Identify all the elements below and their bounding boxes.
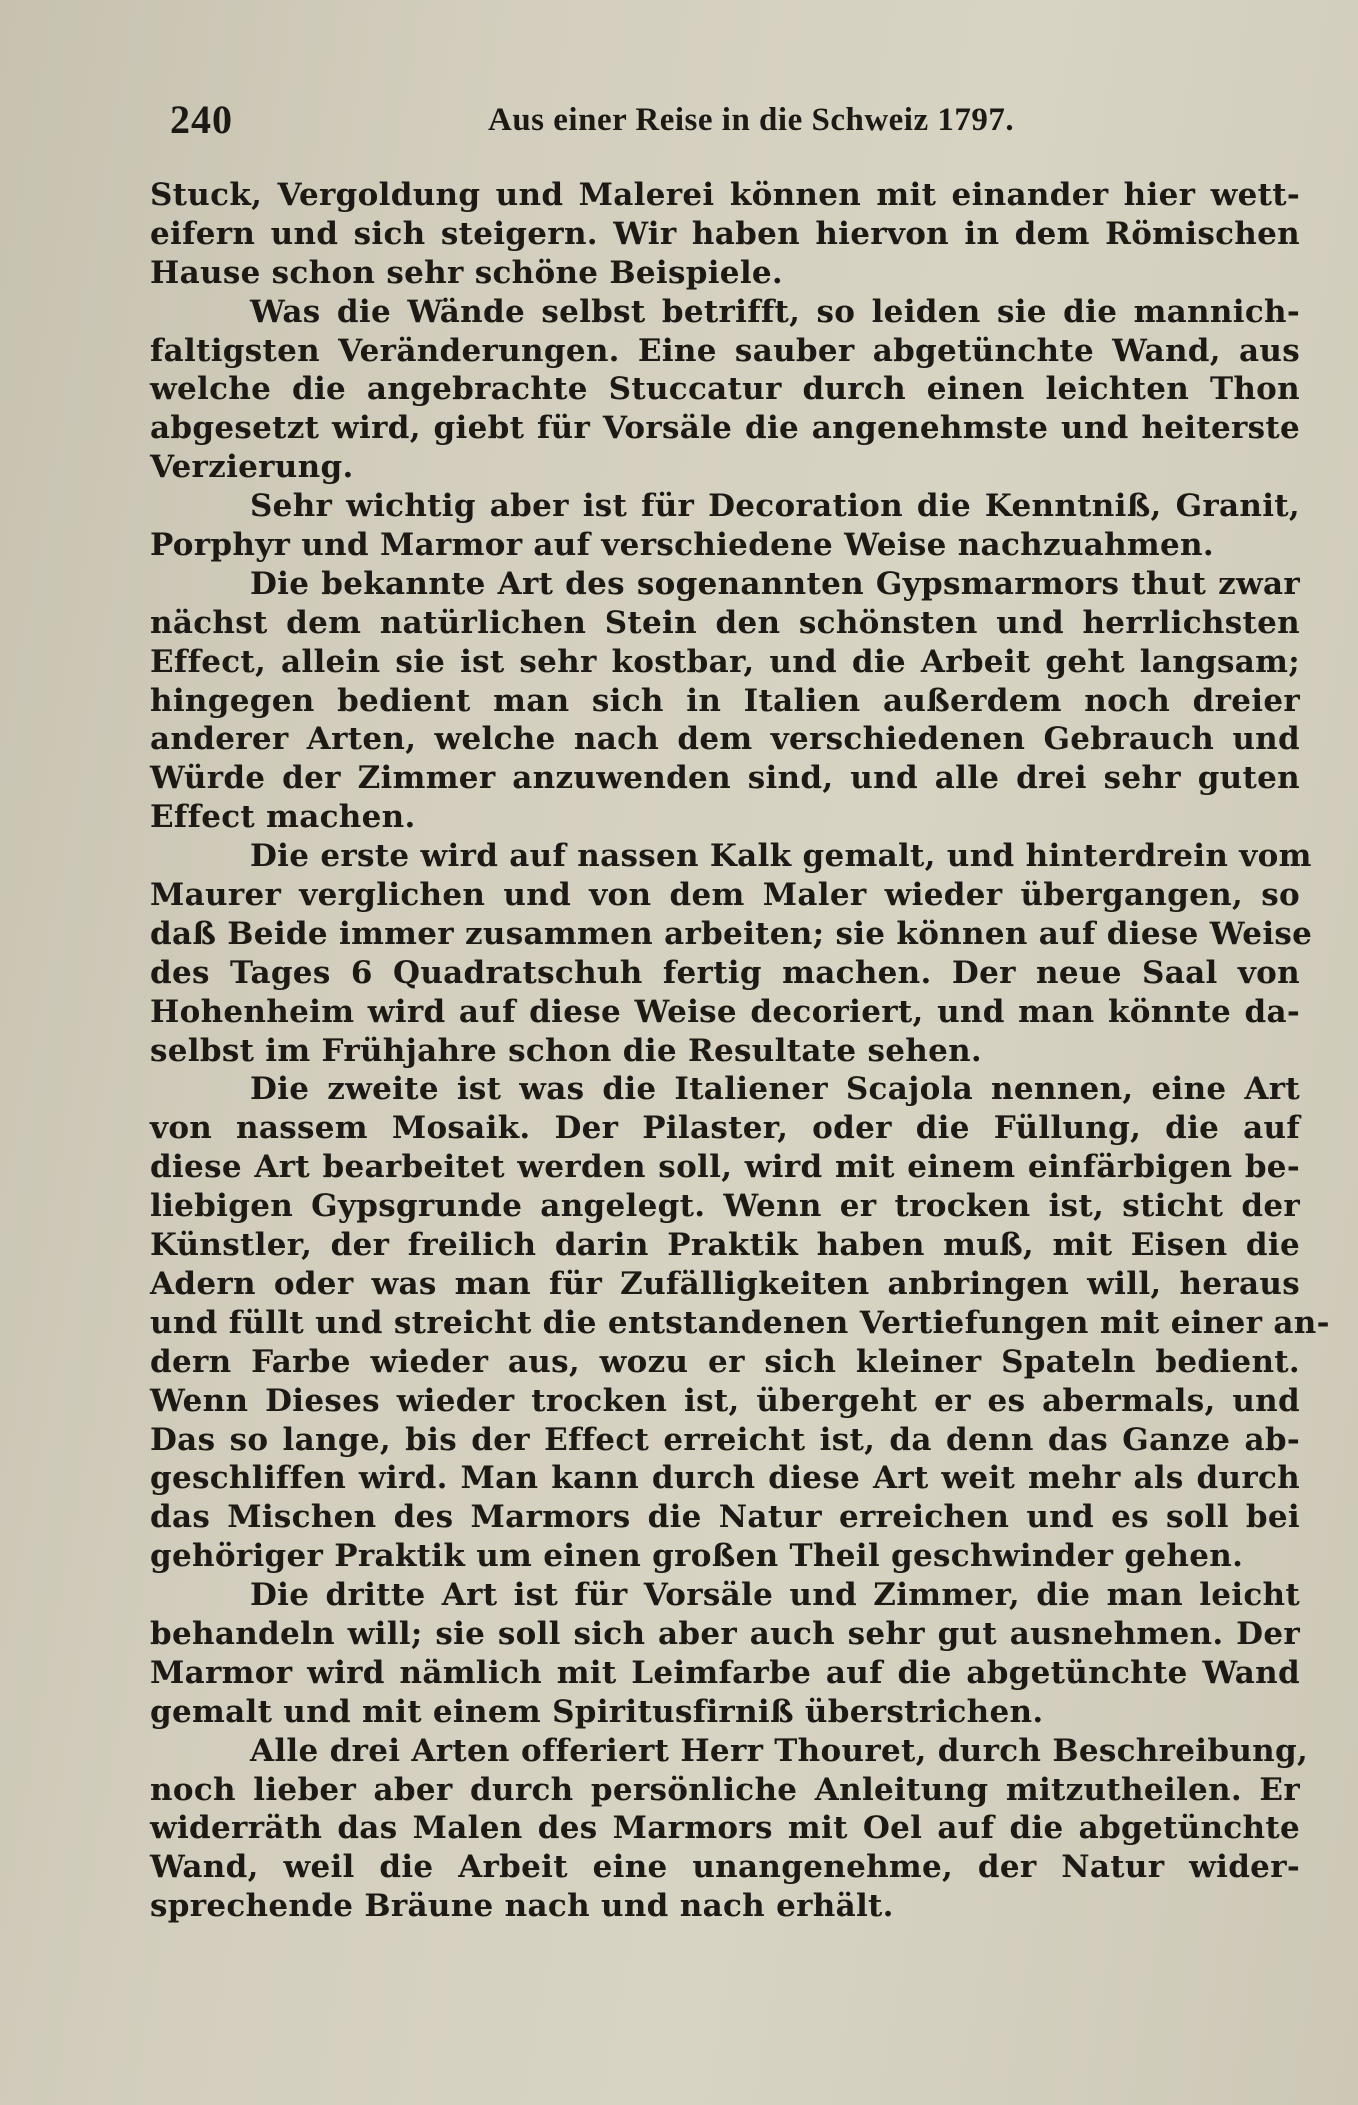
body-text	[150, 176, 1330, 1926]
text-line: hingegen bedient man sich in Italien außerdem noch dreier	[150, 682, 1300, 719]
text-line: sprechende Bräune nach und nach erhält.	[150, 1888, 894, 1925]
text-line: Hause schon sehr schöne Beispiele.	[150, 254, 784, 291]
text-line: Das so lange, bis der Effect erreicht ist, da denn das Ganze ab-	[150, 1421, 1300, 1458]
running-head: Aus einer Reise in die Schweiz 1797.	[488, 102, 1015, 138]
text-line: das Mischen des Marmors die Natur erreichen und es soll bei	[150, 1499, 1300, 1536]
text-line: gemalt und mit einem Spiritusfirniß überstrichen.	[150, 1693, 1044, 1730]
page-number: 240	[170, 97, 233, 142]
text-line: abgesetzt wird, giebt für Vorsäle die angenehmste und heiterste	[150, 410, 1300, 447]
text-line: und füllt und streicht die entstandenen Vertiefungen mit einer an-	[150, 1304, 1330, 1341]
text-line: Effect machen.	[150, 799, 416, 836]
text-line: Die dritte Art ist für Vorsäle und Zimmer, die man leicht	[250, 1577, 1300, 1614]
text-line: Porphyr und Marmor auf verschiedene Weise nachzuahmen.	[150, 527, 1214, 564]
text-line: Hohenheim wird auf diese Weise decoriert, und man könnte da-	[150, 993, 1300, 1030]
text-line: Adern oder was man für Zufälligkeiten anbringen will, heraus	[150, 1265, 1300, 1302]
text-line: anderer Arten, welche nach dem verschiedenen Gebrauch und	[150, 721, 1300, 758]
text-line: Effect, allein sie ist sehr kostbar, und die Arbeit geht langsam;	[150, 643, 1300, 680]
text-line: Künstler, der freilich darin Praktik haben muß, mit Eisen die	[150, 1227, 1300, 1264]
text-line: Wand, weil die Arbeit eine unangenehme, der Natur wider-	[150, 1849, 1300, 1886]
text-line: selbst im Frühjahre schon die Resultate sehen.	[150, 1032, 983, 1069]
text-line: dern Farbe wieder aus, wozu er sich kleiner Spateln bedient.	[150, 1343, 1300, 1380]
text-line: geschliffen wird. Man kann durch diese Art weit mehr als durch	[150, 1460, 1300, 1497]
text-line: Alle drei Arten offeriert Herr Thouret, durch Beschreibung,	[250, 1732, 1309, 1769]
text-line: noch lieber aber durch persönliche Anleitung mitzutheilen. Er	[150, 1771, 1300, 1808]
text-line: Wenn Dieses wieder trocken ist, übergeht er es abermals, und	[150, 1382, 1300, 1419]
text-line: Die erste wird auf nassen Kalk gemalt, und hinterdrein vom	[250, 838, 1312, 875]
text-line: Was die Wände selbst betrifft, so leiden sie die mannich-	[250, 293, 1300, 330]
text-line: von nassem Mosaik. Der Pilaster, oder die Füllung, die auf	[150, 1110, 1300, 1147]
text-line: des Tages 6 Quadratschuh fertig machen. Der neue Saal von	[150, 954, 1300, 991]
text-line: Die bekannte Art des sogenannten Gypsmarmors thut zwar	[250, 565, 1300, 602]
text-line: Die zweite ist was die Italiener Scajola nennen, eine Art	[250, 1071, 1300, 1108]
text-line: Stuck, Vergoldung und Malerei können mit einander hier wett-	[150, 177, 1300, 213]
page-header	[170, 96, 1058, 148]
text-line: nächst dem natürlichen Stein den schönsten und herrlichsten	[150, 604, 1300, 641]
text-line: Würde der Zimmer anzuwenden sind, und alle drei sehr guten	[150, 760, 1300, 797]
text-line: diese Art bearbeitet werden soll, wird mit einem einfärbigen be-	[150, 1149, 1300, 1186]
text-line: daß Beide immer zusammen arbeiten; sie können auf diese Weise	[150, 915, 1313, 952]
text-line: liebigen Gypsgrunde angelegt. Wenn er trocken ist, sticht der	[150, 1188, 1300, 1225]
text-line: widerräth das Malen des Marmors mit Oel auf die abgetünchte	[150, 1810, 1300, 1847]
text-line: eifern und sich steigern. Wir haben hiervon in dem Römischen	[150, 215, 1300, 252]
text-line: faltigsten Veränderungen. Eine sauber abgetünchte Wand, aus	[150, 332, 1300, 369]
text-line: Marmor wird nämlich mit Leimfarbe auf die abgetünchte Wand	[150, 1654, 1300, 1691]
text-line: gehöriger Praktik um einen großen Theil geschwinder gehen.	[150, 1538, 1244, 1575]
text-line: behandeln will; sie soll sich aber auch sehr gut ausnehmen. Der	[150, 1615, 1300, 1652]
text-line: welche die angebrachte Stuccatur durch einen leichten Thon	[150, 371, 1300, 408]
text-line: Verzierung.	[150, 449, 354, 486]
text-line: Maurer verglichen und von dem Maler wieder übergangen, so	[150, 877, 1300, 914]
text-line: Sehr wichtig aber ist für Decoration die Kenntniß, Granit,	[250, 488, 1300, 525]
